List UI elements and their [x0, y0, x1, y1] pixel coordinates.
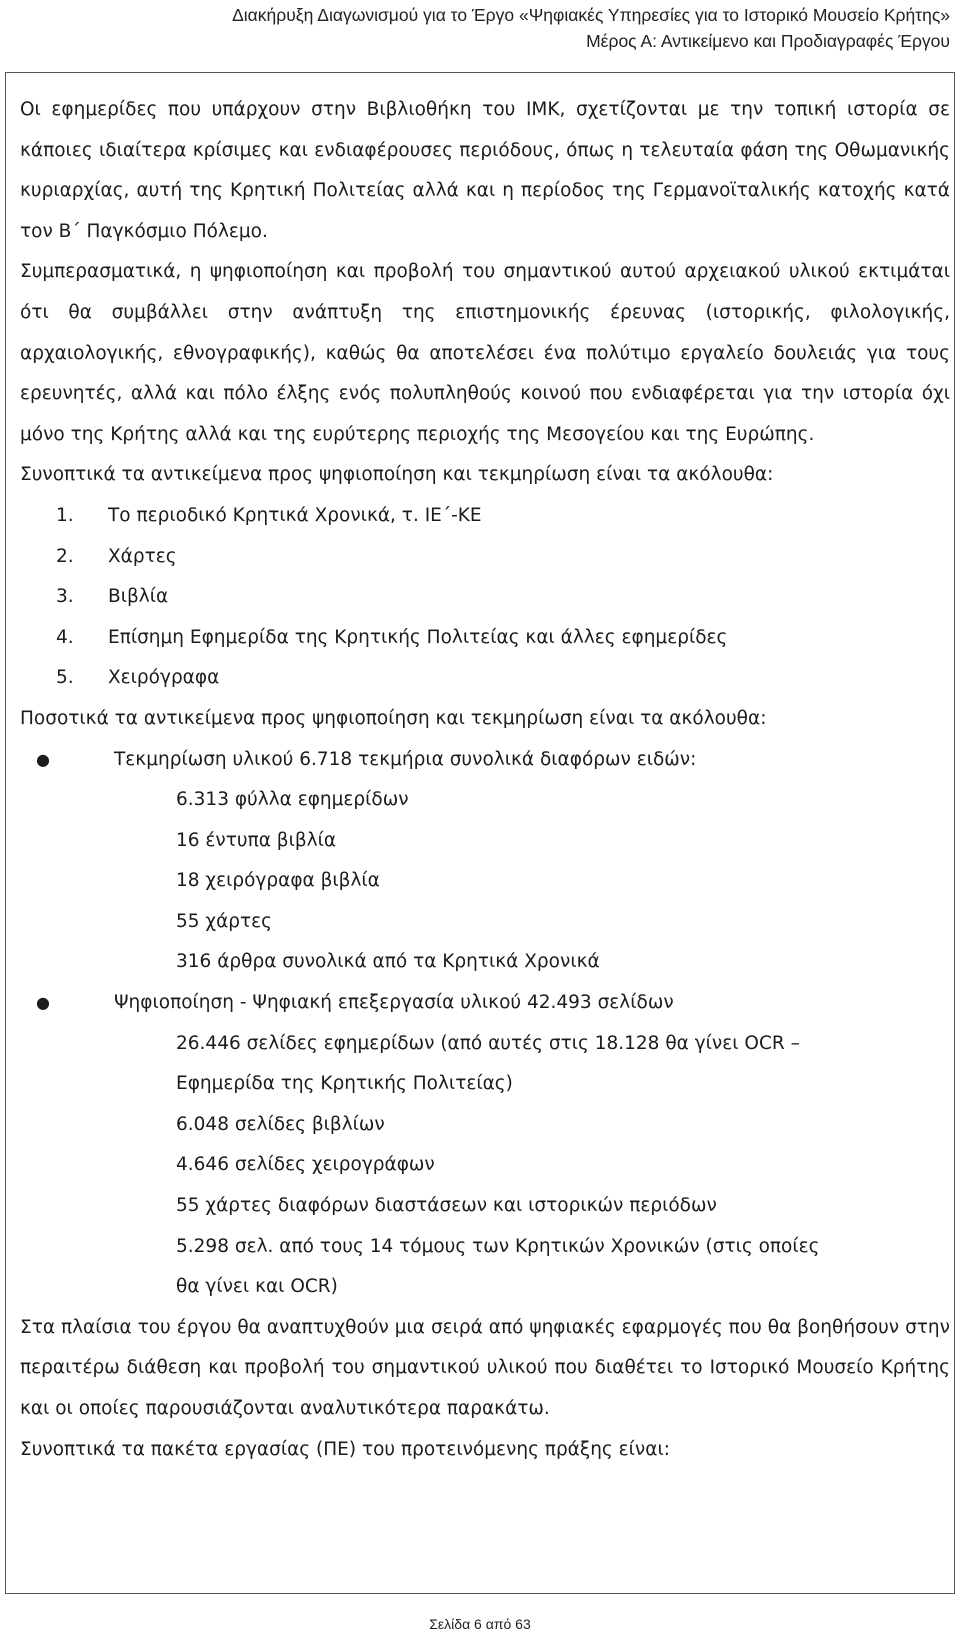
closing-line: Συνοπτικά τα πακέτα εργασίας (ΠΕ) του προτεινόμενης πράξης είναι:: [20, 1438, 670, 1460]
list-text: Επίσημη Εφημερίδα της Κρητικής Πολιτείας και άλλες εφημερίδες: [108, 626, 728, 648]
sub-list-item: 55 χάρτες διαφόρων διαστάσεων και ιστορικών περιόδων: [176, 1195, 717, 1217]
bullet-icon: ●: [36, 749, 50, 769]
sub-list-item: 316 άρθρα συνολικά από τα Κρητικά Χρονικά: [176, 951, 600, 973]
sub-list: [20, 780, 950, 983]
sub-list-item: 6.048 σελίδες βιβλίων: [176, 1113, 385, 1135]
page-number: Σελίδα 6 από 63: [429, 1616, 531, 1632]
bullet-icon: ●: [36, 993, 50, 1013]
paragraph-conclusion: Συμπερασματικά, η ψηφιοποίηση και προβολή του σημαντικού αυτού αρχειακού υλικού εκτιμάται ότι θα συμβάλλει στην ανάπτυξη της επιστημονικής έρευνας (ιστορικής, φιλολογικής, αρχαιολογικής, εθνογραφικής), καθώς θα αποτελέσει ένα πολύτιμο εργαλείο δουλειάς για τους ερευνητές, αλλά και πόλο έλξης ενός πολυπληθούς κοινού που ενδιαφέρεται για την ιστορία όχι μόνο της Κρήτης αλλά και της ευρύτερης περιοχής της Μεσογείου και της Ευρώπης.: [20, 261, 950, 445]
list-number: 1.: [56, 504, 74, 526]
list-item: [20, 496, 950, 537]
list-text: Χάρτες: [108, 545, 177, 567]
summary-intro: Συνοπτικά τα αντικείμενα προς ψηφιοποίηση και τεκμηρίωση είναι τα ακόλουθα:: [20, 464, 774, 486]
list-text: Χειρόγραφα: [108, 667, 220, 689]
list-item: [20, 537, 950, 578]
list-text: Βιβλία: [108, 586, 169, 608]
bullet-text: Ψηφιοποίηση - Ψηφιακή επεξεργασία υλικού 42.493 σελίδων: [114, 992, 674, 1014]
bullet-text: Τεκμηρίωση υλικού 6.718 τεκμήρια συνολικά διαφόρων ειδών:: [114, 748, 697, 770]
list-item: [20, 577, 950, 618]
header-subtitle: Μέρος Α: Αντικείμενο και Προδιαγραφές Έργου: [586, 31, 950, 51]
numbered-list: [20, 496, 950, 699]
sub-list-item: 6.313 φύλλα εφημερίδων: [176, 789, 409, 811]
quantities-intro: Ποσοτικά τα αντικείμενα προς ψηφιοποίηση και τεκμηρίωση είναι τα ακόλουθα:: [20, 707, 767, 729]
sub-list-item: θα γίνει και OCR): [176, 1276, 338, 1298]
paragraph-applications: Στα πλαίσια του έργου θα αναπτυχθούν μια σειρά από ψηφιακές εφαρμογές που θα βοηθήσουν στην περαιτέρω διάθεση και προβολή του σημαντικού υλικού που διαθέτει το Ιστορικό Μουσείο Κρήτης και οι οποίες παρουσιάζονται αναλυτικότερα παρακάτω.: [20, 1316, 950, 1419]
sub-list-item: 5.298 σελ. από τους 14 τόμους των Κρητικών Χρονικών (στις οποίες: [176, 1235, 820, 1257]
list-number: 3.: [56, 586, 74, 608]
page-header: [232, 2, 950, 54]
header-title: Διακήρυξη Διαγωνισμού για το Έργο «Ψηφιακές Υπηρεσίες για το Ιστορικό Μουσείο Κρήτης»: [232, 5, 950, 25]
sub-list-item: 18 χειρόγραφα βιβλία: [176, 870, 380, 892]
bullet-item: [20, 740, 950, 781]
bullet-item: [20, 983, 950, 1024]
paragraph-newspapers: Οι εφημερίδες που υπάρχουν στην Βιβλιοθήκη του ΙΜΚ, σχετίζονται με την τοπική ιστορία σε κάποιες ιδιαίτερα κρίσιμες και ενδιαφέρουσες περιόδους, όπως η τελευταία φάση της Οθωμανικής κυριαρχίας, αυτή της Κρητική Πολιτείας αλλά και η περίοδος της Γερμανοϊταλικής κατοχής κατά τον Β΄ Παγκόσμιο Πόλεμο.: [20, 99, 950, 242]
sub-list-item: 4.646 σελίδες χειρογράφων: [176, 1154, 435, 1176]
list-text: Το περιοδικό Κρητικά Χρονικά, τ. ΙΕ΄-ΚΕ: [108, 504, 482, 526]
document-body: [20, 90, 950, 1470]
sub-list-item: 26.446 σελίδες εφημερίδων (από αυτές στις 18.128 θα γίνει OCR –: [176, 1032, 800, 1054]
list-number: 5.: [56, 667, 74, 689]
sub-list-item: 16 έντυπα βιβλία: [176, 829, 337, 851]
list-number: 2.: [56, 545, 74, 567]
sub-list: [20, 1024, 950, 1308]
sub-list-item: Εφημερίδα της Κρητικής Πολιτείας): [176, 1073, 513, 1095]
list-number: 4.: [56, 626, 74, 648]
sub-list-item: 55 χάρτες: [176, 910, 273, 932]
list-item: [20, 618, 950, 659]
list-item: [20, 658, 950, 699]
